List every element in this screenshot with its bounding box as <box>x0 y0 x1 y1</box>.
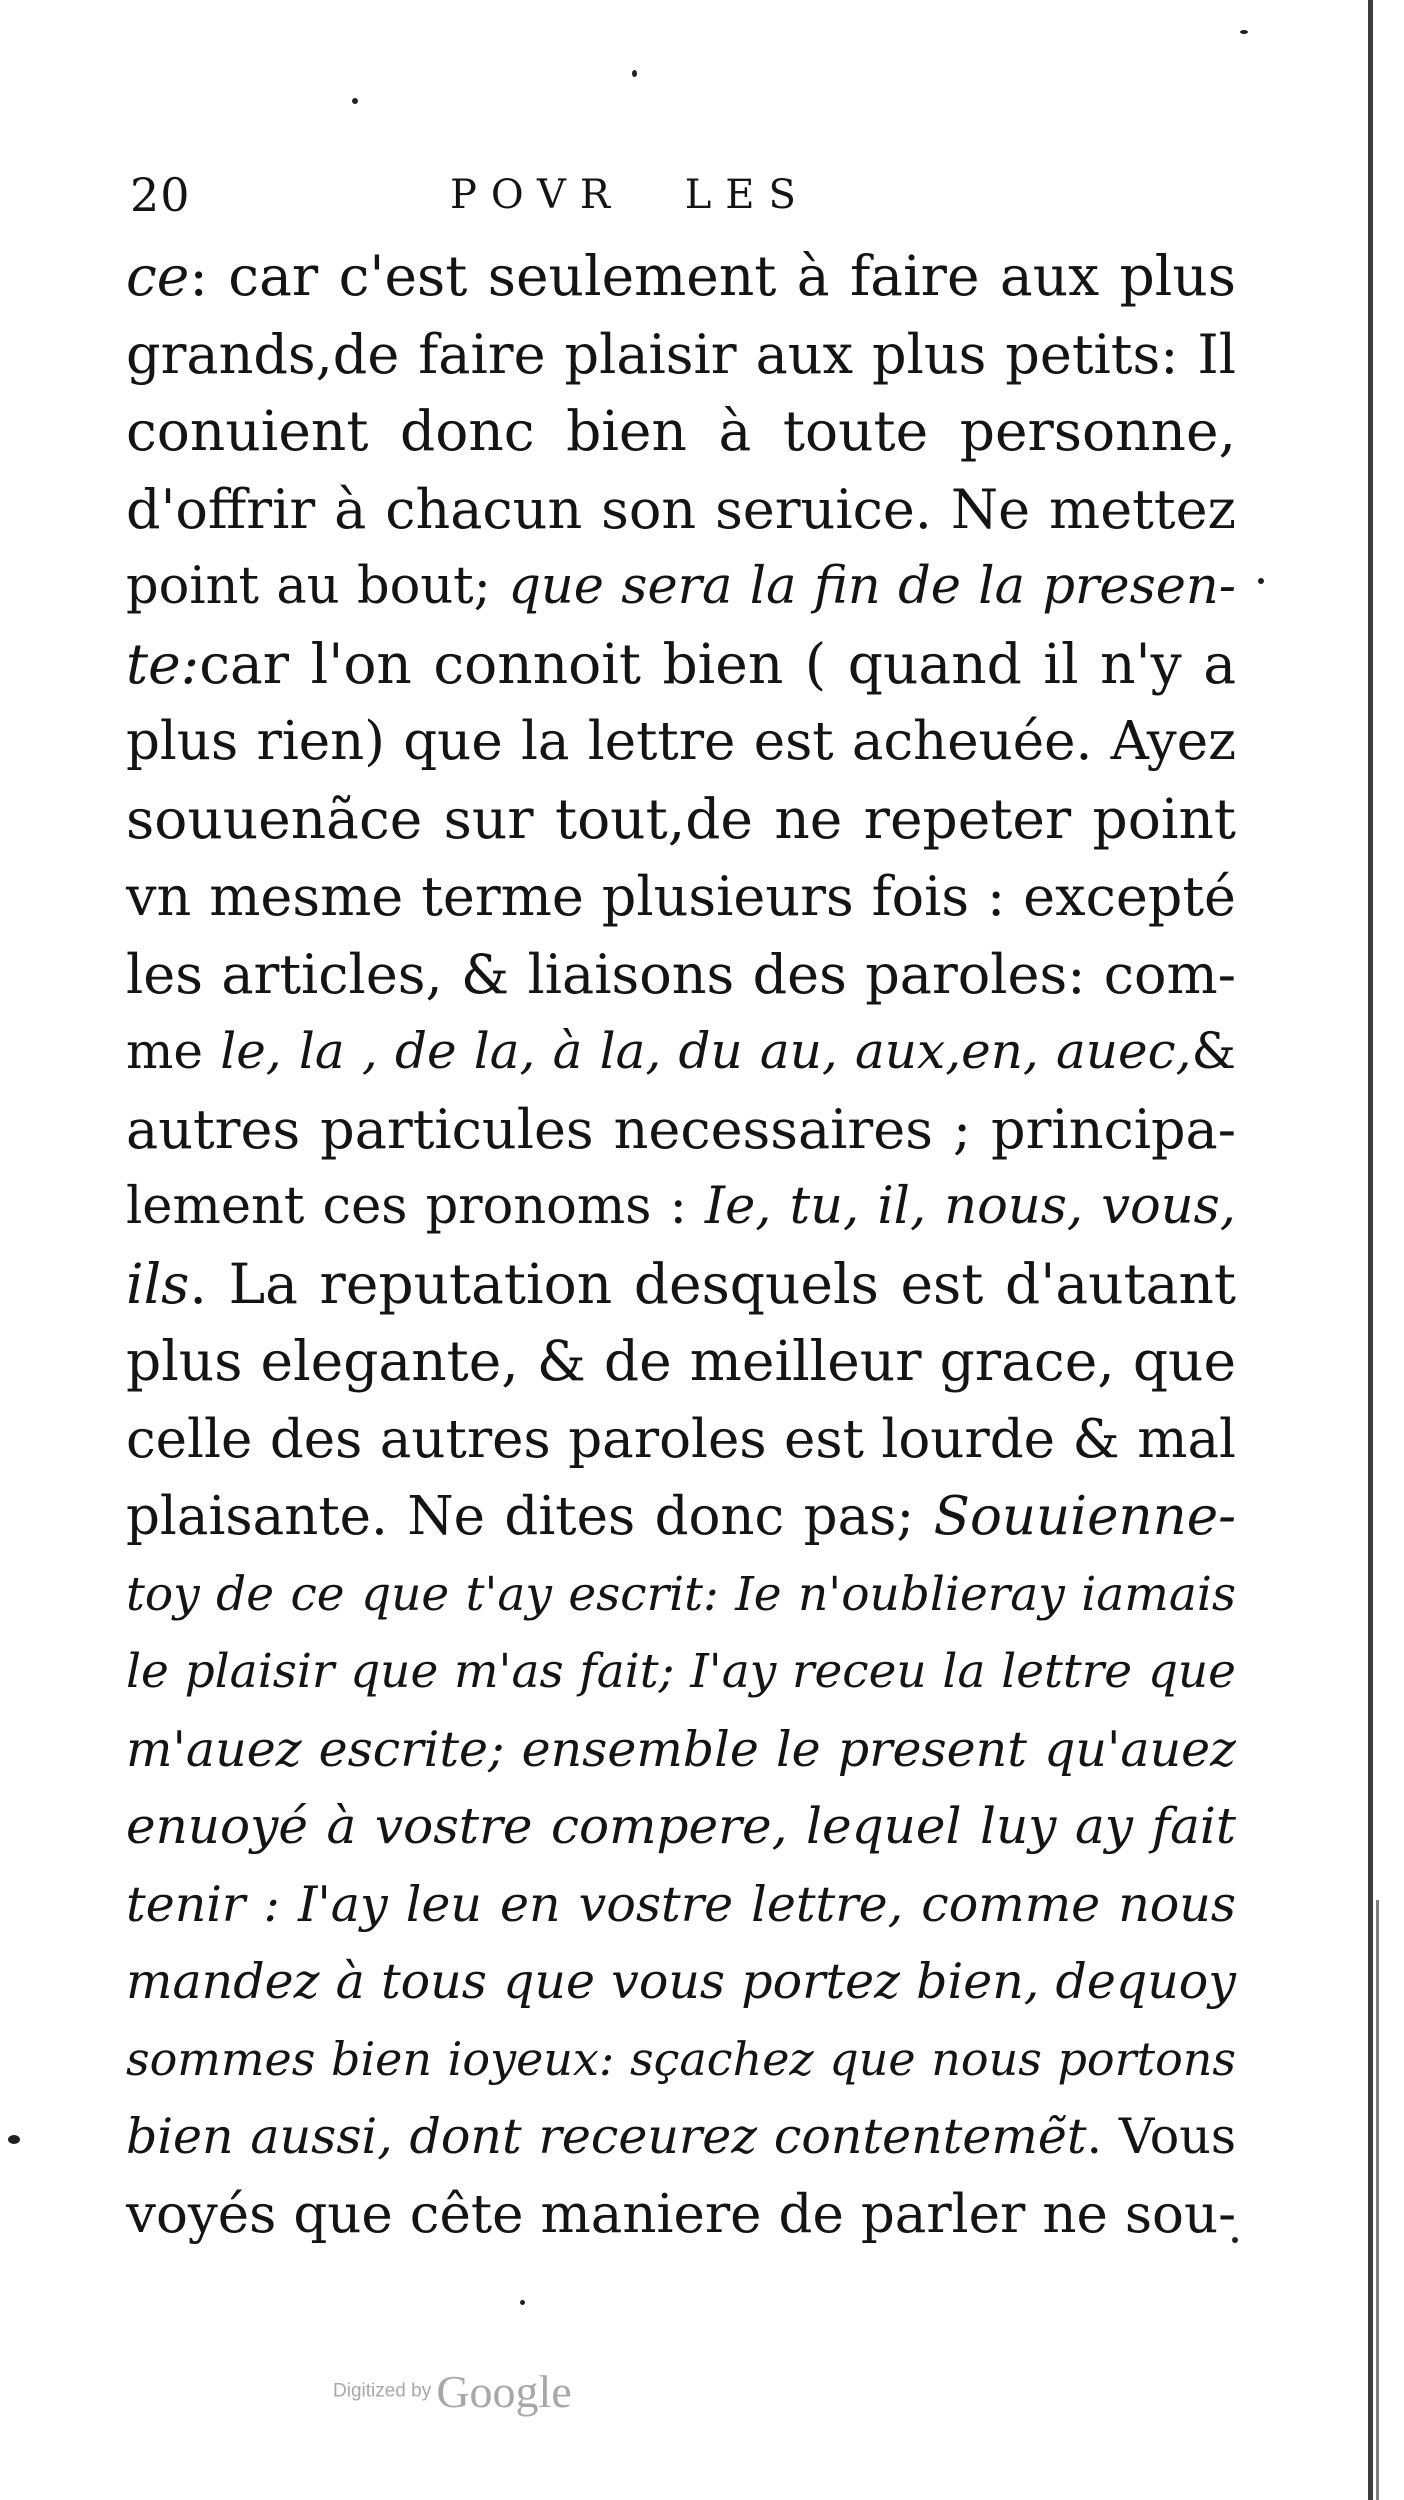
italic-segment: mandez à tous que vous portez bien, dequoy <box>126 1953 1236 2010</box>
italic-segment: le, la , de la, à la, du au, aux,en, auec, <box>220 1022 1192 1080</box>
text-line <box>126 1556 1236 1634</box>
running-title: POVR LES <box>450 172 810 218</box>
roman-segment: plus elegante, & de meilleur grace, que <box>126 1329 1236 1393</box>
italic-segment: le plaisir que m'as fait; I'ay receu la lettre que <box>126 1644 1236 1699</box>
italic-segment: sommes bien ioyeux: sçachez que nous portons <box>126 2031 1236 2086</box>
roman-segment: . Vous <box>1086 2108 1236 2165</box>
italic-segment: bien aussi, dont receurez contentemẽt <box>126 2108 1087 2165</box>
watermark-prefix: Digitized by <box>333 2380 432 2402</box>
page-number: 20 <box>130 168 191 222</box>
text-line <box>126 471 1236 549</box>
roman-segment: autres particules necessaires ; principa- <box>126 1097 1236 1161</box>
text-line <box>126 1788 1236 1866</box>
italic-segment: m'auez escrite; ensemble le present qu'auez <box>126 1720 1236 1778</box>
text-line <box>126 238 1236 316</box>
italic-segment: ils <box>126 1251 190 1316</box>
text-line <box>126 2098 1236 2176</box>
roman-segment: les articles, & liaisons des paroles: com- <box>126 942 1236 1006</box>
roman-segment: vn mesme terme plusieurs fois : excepté <box>126 865 1236 928</box>
roman-segment: grands,de faire plaisir aux plus petits: Il <box>126 322 1236 386</box>
scan-speck <box>1240 30 1248 34</box>
text-line <box>126 1401 1236 1479</box>
roman-segment: d'offrir à chacun son seruice. Ne mettez <box>126 477 1236 541</box>
roman-segment: lement ces pronoms : <box>126 1177 705 1236</box>
italic-segment: enuoyé à vostre compere, lequel luy ay fait <box>126 1797 1236 1855</box>
roman-segment: plaisante. Ne dites donc pas; <box>126 1486 934 1547</box>
text-line <box>126 548 1236 626</box>
scan-speck <box>8 2135 20 2144</box>
roman-segment: conuient donc bien à toute personne, <box>126 399 1236 463</box>
roman-segment: voyés que cête maniere de parler ne sou- <box>126 2183 1236 2245</box>
text-line <box>126 1478 1236 1556</box>
roman-segment: & <box>1191 1022 1236 1080</box>
text-line <box>126 1091 1236 1169</box>
italic-segment: ce <box>126 244 190 308</box>
roman-segment: celle des autres paroles est lourde & mal <box>126 1408 1236 1470</box>
text-line <box>126 1633 1236 1711</box>
roman-segment: : car c'est seulement à faire aux plus <box>189 244 1236 308</box>
text-line <box>126 316 1236 394</box>
text-line <box>126 858 1236 936</box>
text-line <box>126 1168 1236 1246</box>
text-line <box>126 1866 1236 1944</box>
scan-speck <box>520 2300 525 2305</box>
text-line <box>126 626 1236 704</box>
body-text <box>126 238 1236 2253</box>
digitization-watermark <box>333 2365 572 2418</box>
roman-segment: souuenãce sur tout,de ne repeter point <box>126 786 1236 851</box>
italic-segment: Ie, tu, il, nous, vous, <box>704 1177 1236 1236</box>
italic-segment: que sera la fin de la presen- <box>508 557 1236 616</box>
page-edge-shadow <box>1368 0 1373 2500</box>
italic-segment: toy de ce que t'ay escrit: Ie n'oublieray iamais <box>126 1566 1236 1622</box>
text-line <box>126 936 1236 1014</box>
text-line <box>126 703 1236 781</box>
page-edge-shadow-lower <box>1376 1900 1379 2500</box>
text-line <box>126 2176 1236 2254</box>
text-line <box>126 781 1236 859</box>
italic-segment: Souuienne- <box>933 1486 1236 1547</box>
text-line <box>126 1013 1236 1091</box>
text-line <box>126 1711 1236 1789</box>
running-header <box>130 168 1230 228</box>
roman-segment: point au bout; <box>126 557 509 616</box>
italic-segment: tenir : I'ay leu en vostre lettre, comme nous <box>126 1875 1236 1933</box>
italic-segment: te: <box>126 631 200 696</box>
text-line <box>126 1323 1236 1401</box>
text-line <box>126 393 1236 471</box>
text-line <box>126 2021 1236 2099</box>
text-line <box>126 1943 1236 2021</box>
google-logo-text: Google <box>436 2366 572 2417</box>
roman-segment: plus rien) que la lettre est acheuée. Ayez <box>126 711 1236 772</box>
text-line <box>126 1246 1236 1324</box>
roman-segment: car l'on connoit bien ( quand il n'y a <box>199 631 1236 696</box>
scan-speck <box>1258 578 1264 584</box>
scan-speck <box>632 70 637 77</box>
roman-segment: me <box>126 1022 221 1080</box>
scan-speck <box>352 98 358 104</box>
roman-segment: . La reputation desquels est d'autant <box>189 1251 1236 1316</box>
